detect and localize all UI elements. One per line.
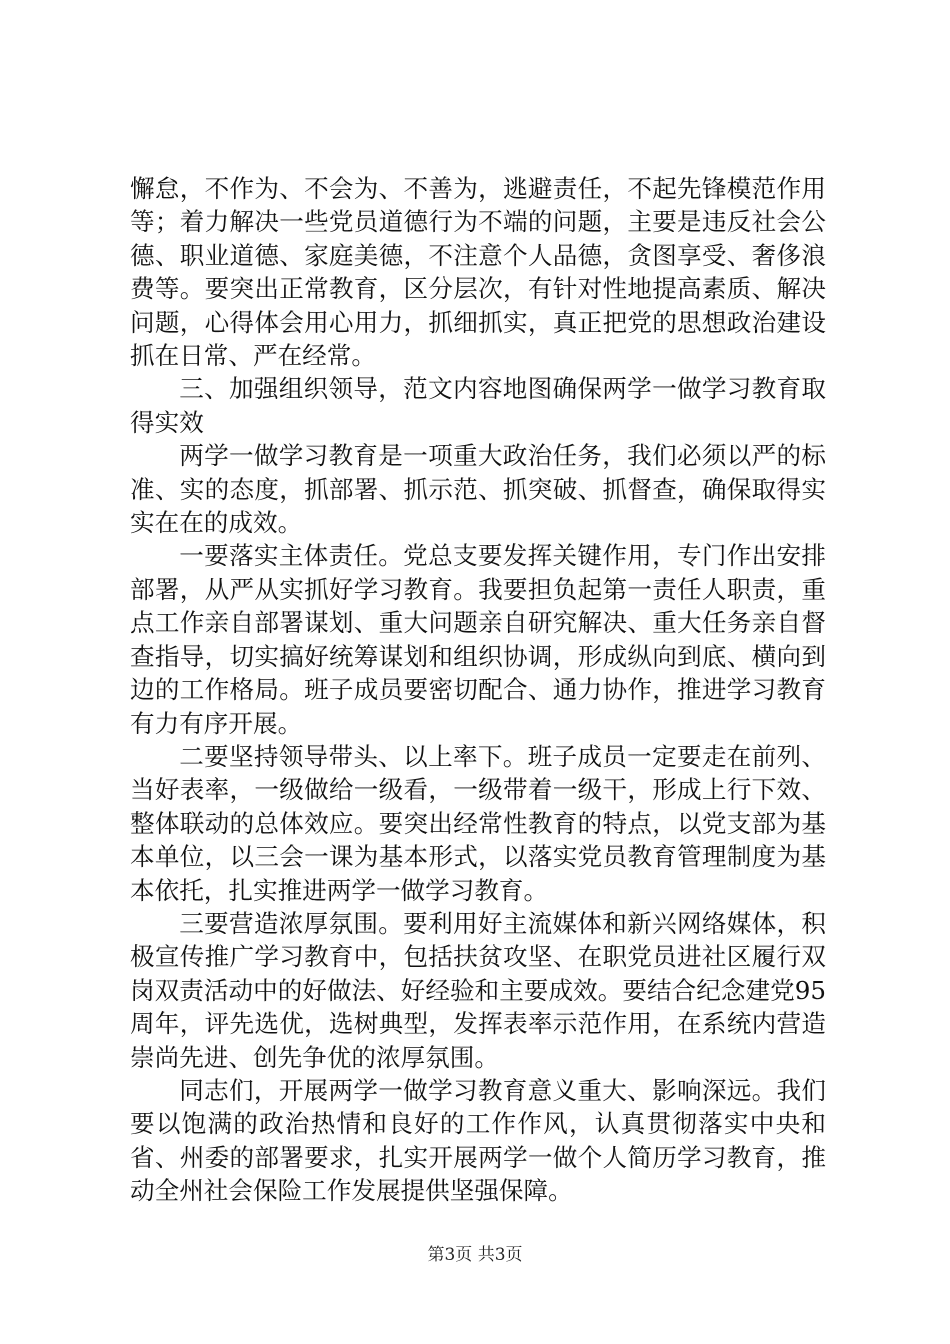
page-number: 第3页 共3页 (427, 1245, 523, 1265)
section-heading: 三、加强组织领导，范文内容地图确保两学一做学习教育取得实效 (130, 374, 826, 437)
paragraph-closing: 同志们，开展两学一做学习教育意义重大、影响深远。我们要以饱满的政治热情和良好的工作作风，认真贯彻落实中央和省、州委的部署要求，扎实开展两学一做个人简历学习教育，推动全州社会保险工作发展提供坚强保障。 (130, 1075, 826, 1206)
paragraph: 两学一做学习教育是一项重大政治任务，我们必须以严的标准、实的态度，抓部署、抓示范、抓突破、抓督查，确保取得实实在在的成效。 (130, 441, 826, 538)
paragraph: 二要坚持领导带头、以上率下。班子成员一定要走在前列、当好表率，一级做给一级看，一级带着一级干，形成上行下效、整体联动的总体效应。要突出经常性教育的特点，以党支部为基本单位，以三会一课为基本形式，以落实党员教育管理制度为基本依托，扎实推进两学一做学习教育。 (130, 741, 826, 905)
page-footer (0, 1244, 950, 1266)
paragraph-continued: 懈怠，不作为、不会为、不善为，逃避责任，不起先锋模范作用等；着力解决一些党员道德行为不端的问题，主要是违反社会公德、职业道德、家庭美德，不注意个人品德，贪图享受、奢侈浪费等。要突出正常教育，区分层次，有针对性地提高素质、解决问题，心得体会用心用力，抓细抓实，真正把党的思想政治建设抓在日常、严在经常。 (130, 174, 826, 371)
document-body (130, 172, 826, 1208)
paragraph: 三要营造浓厚氛围。要利用好主流媒体和新兴网络媒体，积极宣传推广学习教育中，包括扶贫攻坚、在职党员进社区履行双岗双责活动中的好做法、好经验和主要成效。要结合纪念建党95周年，评先选优，选树典型，发挥表率示范作用，在系统内营造崇尚先进、创先争优的浓厚氛围。 (130, 908, 826, 1072)
paragraph: 一要落实主体责任。党总支要发挥关键作用，专门作出安排部署，从严从实抓好学习教育。我要担负起第一责任人职责，重点工作亲自部署谋划、重大问题亲自研究解决、重大任务亲自督查指导，切实搞好统筹谋划和组织协调，形成纵向到底、横向到边的工作格局。班子成员要密切配合、通力协作，推进学习教育有力有序开展。 (130, 541, 826, 738)
